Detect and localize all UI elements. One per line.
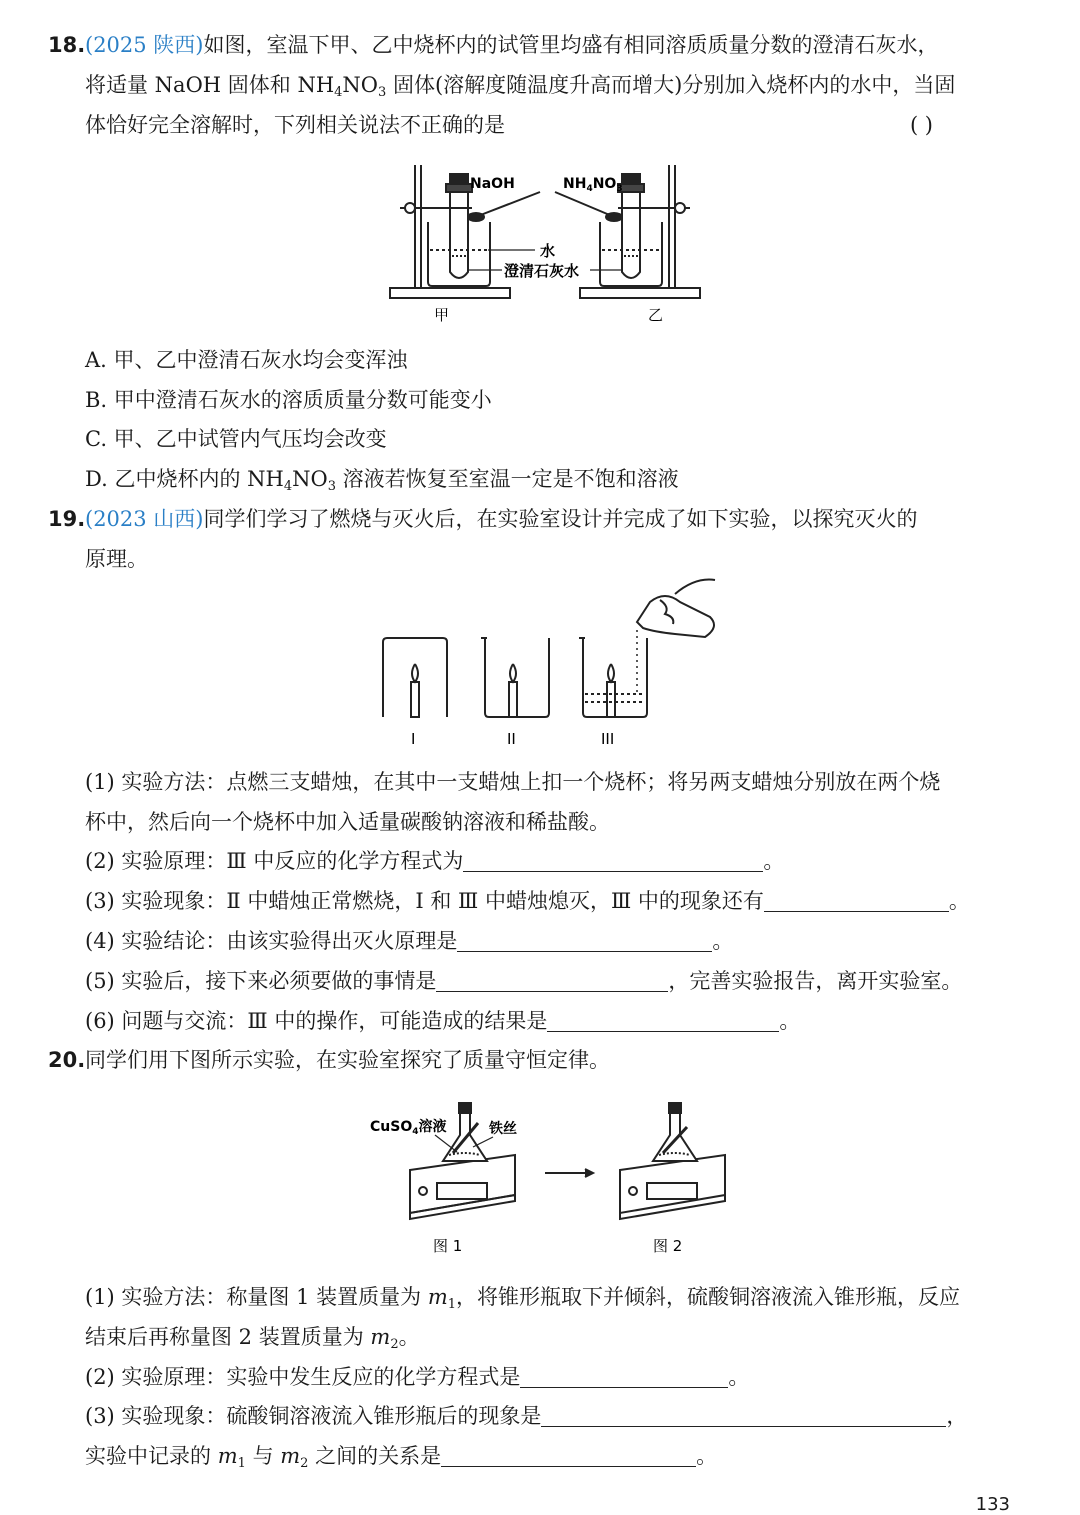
q20-part2-text: (2) 实验原理：实验中发生反应的化学方程式是 [85, 1365, 521, 1389]
label-ii: II [507, 730, 516, 748]
q18-stem-text2b: NO [342, 73, 379, 97]
q19-stem-line1 [85, 504, 1008, 534]
subscript: 4 [283, 479, 293, 494]
q20-part1-text-b: ，将锥形瓶取下并倾斜，硫酸铜溶液流入锥形瓶，反应 [456, 1285, 961, 1309]
beaker-right [600, 222, 662, 286]
period: 。 [779, 1009, 801, 1033]
cuso4-label-a: CuSO [370, 1119, 413, 1135]
pouring-bottle [637, 596, 714, 637]
period: 。 [763, 849, 785, 873]
answer-blank[interactable] [436, 967, 668, 992]
answer-blank[interactable] [547, 1007, 779, 1032]
q19-part3 [85, 886, 1008, 916]
q18-stem-text1: 如图，室温下甲、乙中烧杯内的试管里均盛有相同溶质质量分数的澄清石灰水， [203, 33, 939, 57]
var-m: m [427, 1285, 448, 1309]
subscript: 4 [334, 85, 343, 100]
comma: ， [946, 1404, 968, 1428]
q19-part2 [85, 846, 1008, 876]
page-number: 133 [975, 1494, 1010, 1515]
q18-option-d [85, 464, 1008, 494]
fig2-label: 图 2 [653, 1237, 683, 1255]
answer-blank[interactable] [541, 1402, 946, 1427]
label-i: I [411, 730, 416, 748]
beaker-left [428, 222, 490, 286]
subscript: 1 [447, 1297, 457, 1312]
subscript: 2 [300, 1456, 309, 1471]
q19-part5-text: (5) 实验后，接下来必须要做的事情是 [85, 969, 437, 993]
q19-stem-line2: 原理。 [85, 547, 148, 571]
q20-part3-text: (3) 实验现象：硫酸铜溶液流入锥形瓶后的现象是 [85, 1404, 542, 1428]
period: 。 [728, 1365, 750, 1389]
q18-option-d-a: D. 乙中烧杯内的 NH [85, 467, 284, 491]
q18-stem-line1 [85, 30, 1008, 60]
answer-blank[interactable] [764, 887, 949, 912]
q18-number: 18. [48, 33, 86, 57]
var-m: m [280, 1444, 301, 1468]
q19-part1-line1: (1) 实验方法：点燃三支蜡烛，在其中一支蜡烛上扣一个烧杯；将另两支蜡烛分别放在两个烧 [85, 770, 941, 794]
fig1-label: 图 1 [433, 1237, 463, 1255]
q19-part6 [85, 1006, 1008, 1036]
period: 。 [712, 929, 734, 953]
q20-part3-line1 [85, 1401, 1008, 1431]
var-m: m [217, 1444, 238, 1468]
q20-number: 20. [48, 1048, 86, 1072]
answer-blank[interactable] [457, 927, 712, 952]
subscript: 3 [616, 184, 623, 194]
cuso4-label-b: 溶液 [418, 1119, 447, 1135]
q18-source: (2025 陕西) [85, 33, 204, 57]
q19-candle-figure [375, 572, 725, 752]
q19-part1-line2: 杯中，然后向一个烧杯中加入适量碳酸钠溶液和稀盐酸。 [85, 810, 610, 834]
period: 。 [948, 889, 970, 913]
yi-label: 乙 [648, 306, 664, 324]
q18-stem-text2a: 将适量 NaOH 固体和 NH [85, 73, 335, 97]
q18-stem-text3: 体恰好完全溶解时，下列相关说法不正确的是 [85, 113, 505, 137]
naoh-label: NaOH [470, 176, 515, 192]
q18-option-d-b: NO [292, 467, 328, 491]
q20-part3-text-b: 实验中记录的 [85, 1444, 218, 1468]
q18-option-d-c: 溶液若恢复至室温一定是不饱和溶液 [335, 467, 679, 491]
q19-part4-text: (4) 实验结论：由该实验得出灭火原理是 [85, 929, 458, 953]
svg-text:CuSO4溶液 [370, 1118, 447, 1137]
q20-part3-line2 [85, 1441, 1008, 1471]
q19-part6-text: (6) 问题与交流：Ⅲ 中的操作，可能造成的结果是 [85, 1009, 548, 1033]
q20-part2 [85, 1362, 1008, 1392]
answer-paren[interactable]: ( ) [909, 113, 933, 137]
q19-number: 19. [48, 507, 86, 531]
subscript: 4 [412, 1127, 419, 1137]
iron-wire-label: 铁丝 [489, 1121, 517, 1137]
q20-part1-line1 [85, 1282, 1008, 1312]
q18-option-c: C. 甲、乙中试管内气压均会改变 [85, 427, 387, 451]
water-label: 水 [540, 242, 556, 260]
q18-option-b: B. 甲中澄清石灰水的溶质质量分数可能变小 [85, 388, 492, 412]
q19-part5-text-b: ，完善实验报告，离开实验室。 [668, 969, 963, 993]
q20-part3-text-d: 之间的关系是 [308, 1444, 442, 1468]
q19-part4 [85, 926, 1008, 956]
label-iii: III [601, 730, 615, 748]
stand-base-right [580, 288, 700, 298]
period: 。 [398, 1325, 420, 1349]
q18-apparatus-figure [380, 160, 710, 330]
nh4no3-label-a: NH [563, 176, 587, 192]
var-m: m [370, 1325, 391, 1349]
subscript: 1 [237, 1456, 246, 1471]
q18-stem-text2c: 固体(溶解度随温度升高而增大)分别加入烧杯内的水中，当固 [386, 73, 956, 97]
q18-stem-line3 [85, 110, 1008, 140]
q19-part3-text: (3) 实验现象：Ⅱ 中蜡烛正常燃烧，Ⅰ 和 Ⅲ 中蜡烛熄灭，Ⅲ 中的现象还有 [85, 889, 764, 913]
q19-part5 [85, 966, 1008, 996]
q19-source: (2023 山西) [85, 507, 204, 531]
limewater-label: 澄清石灰水 [504, 262, 580, 280]
answer-blank[interactable] [520, 1363, 728, 1388]
q18-stem-line2 [85, 70, 1008, 100]
subscript: 3 [327, 479, 336, 494]
answer-blank[interactable] [463, 847, 763, 872]
q18-option-a: A. 甲、乙中澄清石灰水均会变浑浊 [85, 348, 408, 372]
q19-stem-text1: 同学们学习了燃烧与灭火后，在实验室设计并完成了如下实验，以探究灭火的 [203, 507, 918, 531]
q20-part1-text-c: 结束后再称量图 2 装置质量为 [85, 1325, 371, 1349]
q20-balance-figure [365, 1095, 735, 1260]
q20-part1-text-a: (1) 实验方法：称量图 1 装置质量为 [85, 1285, 428, 1309]
q19-part2-text: (2) 实验原理：Ⅲ 中反应的化学方程式为 [85, 849, 464, 873]
svg-text:NH4NO3 [563, 176, 623, 194]
answer-blank[interactable] [441, 1442, 696, 1467]
q20-part1-line2 [85, 1322, 1008, 1352]
jia-label: 甲 [434, 306, 450, 324]
nh4no3-label-b: NO [592, 176, 617, 192]
subscript: 4 [586, 184, 593, 194]
subscript: 3 [378, 85, 387, 100]
subscript: 2 [390, 1337, 399, 1352]
stand-base-left [390, 288, 510, 298]
q20-stem: 同学们用下图所示实验，在实验室探究了质量守恒定律。 [85, 1048, 610, 1072]
period: 。 [696, 1444, 718, 1468]
q20-part3-text-c: 与 [245, 1444, 281, 1468]
